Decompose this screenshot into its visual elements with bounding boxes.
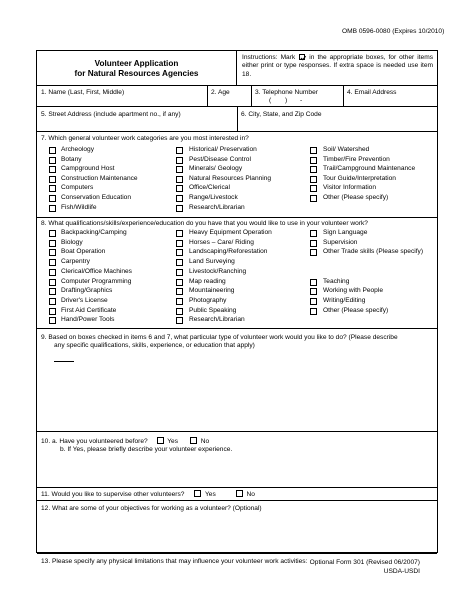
option-label: Trail/Campground Maintenance xyxy=(323,165,416,173)
option-checkbox[interactable] xyxy=(310,176,317,183)
q12-label: 12. What are some of your objectives for working as a volunteer? (Optional) xyxy=(41,505,262,512)
q11-no-label: No xyxy=(246,491,255,498)
option-label: Computer Programming xyxy=(61,277,132,285)
q11-section xyxy=(37,488,437,501)
q11-yes-checkbox[interactable] xyxy=(194,490,201,497)
form-footer xyxy=(300,559,420,577)
option-checkbox[interactable] xyxy=(49,205,56,212)
option-label: Working with People xyxy=(323,287,383,295)
option-label: Research/Librarian xyxy=(189,316,245,324)
q9-line1: 9. Based on boxes checked in items 6 and 7, what particular type of volunteer work would you like to do? (Please describe xyxy=(41,334,398,341)
option-checkbox[interactable] xyxy=(310,157,317,164)
option-checkbox[interactable] xyxy=(49,259,56,266)
q11-text: 11. Would you like to supervise other volunteers? xyxy=(41,491,185,498)
option-checkbox[interactable] xyxy=(310,166,317,173)
option-checkbox[interactable] xyxy=(49,240,56,247)
option-label: Fish/Wildlife xyxy=(61,203,97,211)
option-checkbox[interactable] xyxy=(49,317,56,324)
option-label: Backpacking/Camping xyxy=(61,229,127,236)
option-checkbox[interactable] xyxy=(49,298,56,305)
option-checkbox[interactable] xyxy=(310,230,317,237)
option-label: Teaching xyxy=(323,277,350,285)
divider xyxy=(207,86,208,106)
option-label: Writing/Editing xyxy=(323,296,366,304)
q8-question: 8. What qualifications/skills/experience/education do you have that you would like to use in your volunteer work? xyxy=(41,220,368,227)
option-label: Clerical/Office Machines xyxy=(61,267,132,275)
option-label: Other Trade skills (Please specify) xyxy=(323,248,424,256)
option-checkbox[interactable] xyxy=(310,298,317,305)
option-checkbox[interactable] xyxy=(176,195,183,202)
option-checkbox[interactable] xyxy=(176,269,183,276)
option-label: Heavy Equipment Operation xyxy=(189,229,272,236)
option-checkbox[interactable] xyxy=(176,205,183,212)
option-label: Horses – Care/ Riding xyxy=(189,238,254,246)
header-row xyxy=(37,51,437,86)
q10-yes-checkbox[interactable] xyxy=(157,437,164,444)
q10a-label xyxy=(41,437,209,446)
option-checkbox[interactable] xyxy=(49,185,56,192)
option-label: Supervision xyxy=(323,238,358,246)
instructions xyxy=(237,51,437,85)
option-label: Natural Resources Planning xyxy=(189,174,272,182)
q10a-text: 10. a. Have you volunteered before? xyxy=(41,438,148,445)
instructions-text-b: in the appropriate boxes, for other items either print or type responses. If extra space is needed use item 18. xyxy=(242,54,433,78)
option-label: Historical/ Preservation xyxy=(189,146,257,153)
option-label: Livestock/Ranching xyxy=(189,267,247,275)
option-label: Carpentry xyxy=(61,258,90,266)
option-checkbox[interactable] xyxy=(176,317,183,324)
form-title-line1: Volunteer Application xyxy=(94,59,179,68)
option-checkbox[interactable] xyxy=(176,176,183,183)
option-checkbox[interactable] xyxy=(49,147,56,154)
option-label: First Aid Certificate xyxy=(61,306,117,314)
q9-line2: any specific qualifications, skills, experience, or education that apply) xyxy=(54,342,255,349)
option-checkbox[interactable] xyxy=(176,279,183,286)
option-label: Soil/ Watershed xyxy=(323,146,370,153)
option-checkbox[interactable] xyxy=(49,166,56,173)
option-label: Office/Clerical xyxy=(189,184,230,192)
option-checkbox[interactable] xyxy=(49,269,56,276)
option-checkbox[interactable] xyxy=(176,240,183,247)
option-label: Timber/Fire Prevention xyxy=(323,155,390,163)
q7-question: 7. Which general volunteer work categories are you most interested in? xyxy=(41,135,249,142)
q10-no-checkbox[interactable] xyxy=(190,437,197,444)
option-checkbox[interactable] xyxy=(310,240,317,247)
option-checkbox[interactable] xyxy=(310,147,317,154)
option-label: Sign Language xyxy=(323,229,368,236)
form-title-line2: for Natural Resources Agencies xyxy=(74,69,199,79)
option-label: Map reading xyxy=(189,277,226,285)
divider xyxy=(237,107,238,131)
option-label: Campground Host xyxy=(61,165,115,173)
option-label: Hand/Power Tools xyxy=(61,316,115,324)
footer-agency: USDA-USDI xyxy=(383,567,420,575)
option-checkbox[interactable] xyxy=(49,308,56,315)
q10-yes-label: Yes xyxy=(167,438,179,445)
q9-section xyxy=(37,329,437,432)
option-label: Tour Guide/Interpretation xyxy=(323,174,396,182)
phone-format-right: ) xyxy=(285,97,288,104)
option-checkbox[interactable] xyxy=(310,279,317,286)
option-label: Photography xyxy=(189,296,227,304)
option-checkbox[interactable] xyxy=(310,308,317,315)
street-field-label: 5. Street Address (include apartment no., if any) xyxy=(41,111,181,118)
option-label: Landscaping/Reforestation xyxy=(189,248,268,256)
option-checkbox[interactable] xyxy=(176,166,183,173)
divider xyxy=(343,86,344,106)
row-name-contact xyxy=(37,86,437,107)
option-label: Mountaineering xyxy=(189,287,235,295)
option-label: Archeology xyxy=(61,146,94,153)
age-field-label: 2. Age xyxy=(211,89,230,96)
option-checkbox[interactable] xyxy=(176,157,183,164)
email-field-label: 4. Email Address xyxy=(347,89,397,96)
option-checkbox[interactable] xyxy=(49,230,56,237)
row-address xyxy=(37,107,437,132)
option-checkbox[interactable] xyxy=(176,147,183,154)
option-checkbox[interactable] xyxy=(176,249,183,256)
q11-yes-label: Yes xyxy=(205,491,216,498)
option-checkbox[interactable] xyxy=(49,249,56,256)
option-label: Computers xyxy=(61,184,94,192)
divider xyxy=(251,86,252,106)
q9-answer-line[interactable] xyxy=(54,361,74,362)
option-label: Other (Please specify) xyxy=(323,306,389,314)
option-label: Research/Librarian xyxy=(189,203,245,211)
option-checkbox[interactable] xyxy=(49,157,56,164)
option-label: Public Speaking xyxy=(189,306,237,314)
option-label: Other (Please specify) xyxy=(323,194,389,201)
phone-field-label: 3. Telephone Number xyxy=(255,89,318,96)
option-label: Biology xyxy=(61,238,83,246)
checkmark-box-icon xyxy=(299,54,305,60)
option-checkbox[interactable] xyxy=(176,185,183,192)
q10-section xyxy=(37,432,437,488)
option-label: Botany xyxy=(61,155,82,163)
option-label: Minerals/ Geology xyxy=(189,165,243,173)
option-label: Range/Livestock xyxy=(189,194,238,201)
q11-label xyxy=(41,490,255,499)
footer-form-number: Optional Form 301 (Revised 06/2007) xyxy=(309,559,420,566)
q7-section xyxy=(37,132,437,218)
option-checkbox[interactable] xyxy=(310,288,317,295)
option-checkbox[interactable] xyxy=(310,185,317,192)
option-checkbox[interactable] xyxy=(176,230,183,237)
option-checkbox[interactable] xyxy=(49,288,56,295)
option-label: Conservation Education xyxy=(61,194,132,201)
name-field-label: 1. Name (Last, First, Middle) xyxy=(41,89,125,96)
phone-format-left: ( xyxy=(269,97,272,104)
q12-section xyxy=(37,501,437,554)
q8-section xyxy=(37,218,437,329)
q10b-label: b. If Yes, please briefly describe your volunteer experience. xyxy=(60,446,233,453)
option-checkbox[interactable] xyxy=(49,279,56,286)
option-checkbox[interactable] xyxy=(176,259,183,266)
option-checkbox[interactable] xyxy=(310,195,317,202)
option-checkbox[interactable] xyxy=(176,288,183,295)
form-title xyxy=(37,51,237,85)
option-label: Boat Operation xyxy=(61,248,106,256)
option-checkbox[interactable] xyxy=(176,298,183,305)
city-field-label: 6. City, State, and Zip Code xyxy=(241,111,322,118)
option-label: Drafting/Graphics xyxy=(61,287,113,295)
option-label: Pest/Disease Control xyxy=(189,155,251,163)
omb-number: OMB 0596-0080 (Expires 10/2010) xyxy=(342,28,445,35)
option-checkbox[interactable] xyxy=(176,308,183,315)
instructions-text-a: Instructions: Mark xyxy=(242,54,296,61)
phone-format-dash: - xyxy=(300,97,303,104)
option-label: Visitor Information xyxy=(323,184,377,192)
option-checkbox[interactable] xyxy=(310,249,317,256)
q10-no-label: No xyxy=(200,438,210,445)
option-label: Construction Maintenance xyxy=(61,174,138,182)
option-label: Driver's License xyxy=(61,296,108,304)
option-checkbox[interactable] xyxy=(49,195,56,202)
q13-label: 13. Please specify any physical limitations that may influence your volunteer work activities: xyxy=(41,558,308,565)
option-checkbox[interactable] xyxy=(49,176,56,183)
q11-no-checkbox[interactable] xyxy=(236,490,243,497)
option-label: Land Surveying xyxy=(189,258,235,266)
